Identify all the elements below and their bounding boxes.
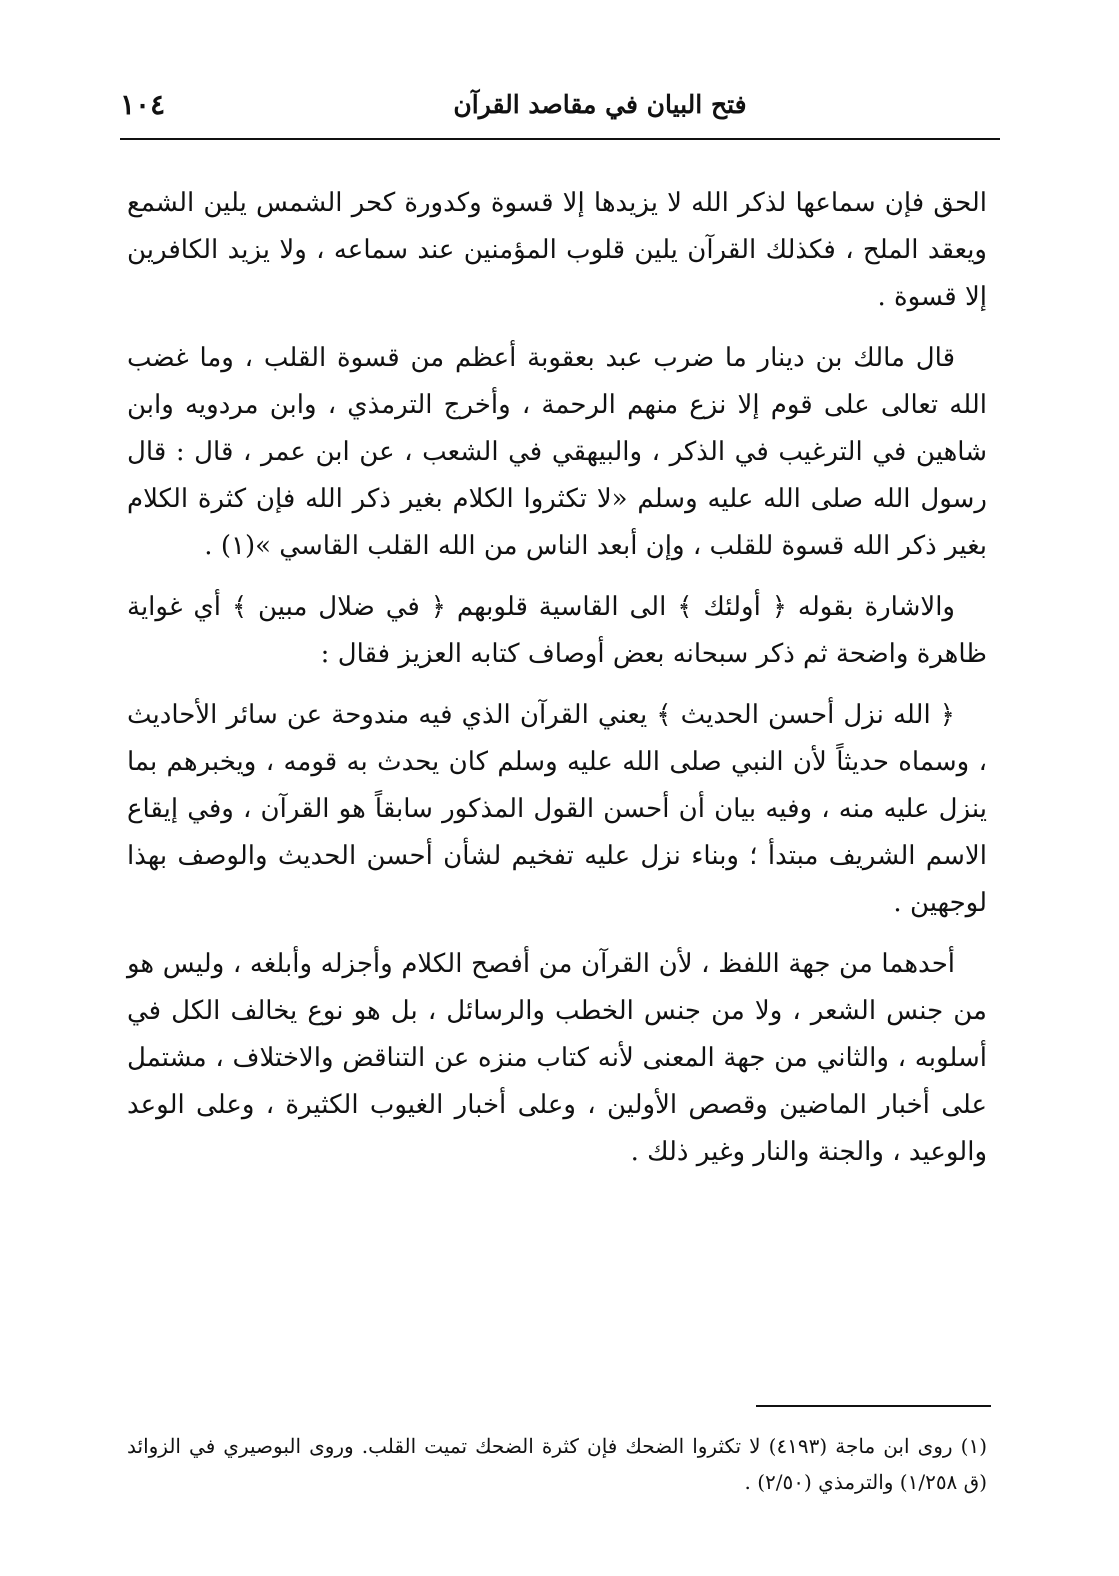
running-title: فتح البيان في مقاصد القرآن [453,90,747,119]
page-number: ١٠٤ [120,88,166,121]
paragraph-5: أحدهما من جهة اللفظ ، لأن القرآن من أفصح الكلام وأجزله وأبلغه ، وليس هو من جنس الشعر ، ولا من جنس الخطب والرسائل ، بل هو نوع يخالف الكل في أسلوبه ، والثاني من جهة المعنى لأنه كتاب منزه عن التناقض والاختلاف ، مشتمل على أخبار الماضين وقصص الأولين ، وعلى أخبار الغيوب الكثيرة ، وعلى الوعد والوعيد ، والجنة والنار وغير ذلك . [127,949,987,1167]
page-header [120,88,1000,140]
paragraph-1: الحق فإن سماعها لذكر الله لا يزيدها إلا قسوة وكدورة كحر الشمس يلين الشمع ويعقد الملح ، فكذلك القرآن يلين قلوب المؤمنين عند سماعه ، ولا يزيد الكافرين إلا قسوة . [127,188,987,312]
main-text [127,180,987,1190]
footnote [127,1428,987,1500]
paragraph-2: قال مالك بن دينار ما ضرب عبد بعقوبة أعظم من قسوة القلب ، وما غضب الله تعالى على قوم إلا نزع منهم الرحمة ، وأخرج الترمذي ، وابن مردويه وابن شاهين في الترغيب في الذكر ، والبيهقي في الشعب ، عن ابن عمر ، قال : قال رسول الله صلى الله عليه وسلم «لا تكثروا الكلام بغير ذكر الله فإن كثرة الكلام بغير ذكر الله قسوة للقلب ، وإن أبعد الناس من الله القلب القاسي »(١) . [127,343,987,561]
paragraph-3: والاشارة بقوله ﴿ أولئك ﴾ الى القاسية قلوبهم ﴿ في ضلال مبين ﴾ أي غواية ظاهرة واضحة ثم ذكر سبحانه بعض أوصاف كتابه العزيز فقال : [127,592,987,669]
paragraph-4: ﴿ الله نزل أحسن الحديث ﴾ يعني القرآن الذي فيه مندوحة عن سائر الأحاديث ، وسماه حديثاً لأن النبي صلى الله عليه وسلم كان يحدث به قومه ، ويخبرهم بما ينزل عليه منه ، وفيه بيان أن أحسن القول المذكور سابقاً هو القرآن ، وفي إيقاع الاسم الشريف مبتدأ ؛ وبناء نزل عليه تفخيم لشأن أحسن الحديث والوصف بهذا لوجهين . [127,700,987,918]
footnote-1: (١) روى ابن ماجة (٤١٩٣) لا تكثروا الضحك فإن كثرة الضحك تميت القلب. وروى البوصيري في الزوائد (ق ١/٢٥٨) والترمذي (٢/٥٠) . [127,1434,988,1494]
footnote-separator [756,1405,991,1407]
